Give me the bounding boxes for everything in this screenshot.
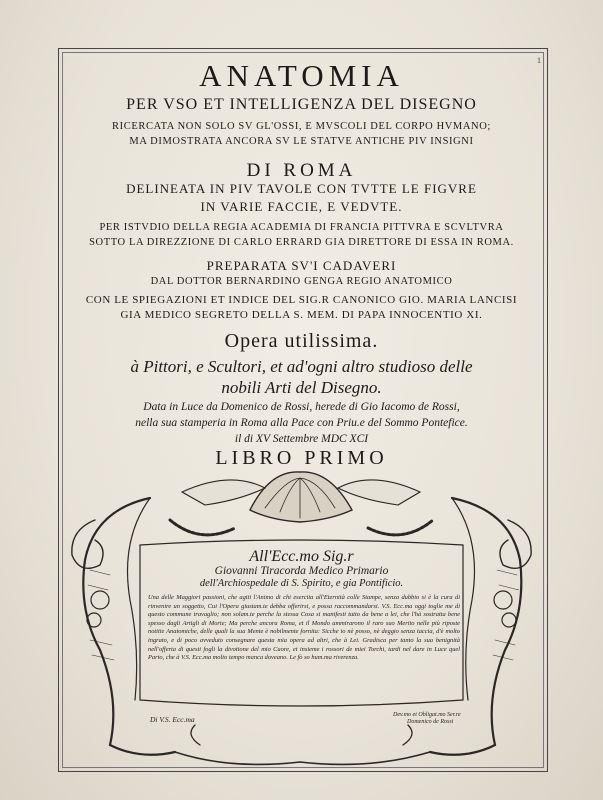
- ricercata-line-2: MA DIMOSTRATA ANCORA SV LE STATVE ANTICHE PIV INSIGNI: [129, 136, 474, 147]
- delineata-line-2: IN VARIE FACCIE, E VEDVTE.: [200, 199, 403, 214]
- dedicatee-office: dell'Archiospedale di S. Spirito, e gia Pontificio.: [199, 578, 404, 589]
- preparata-line-1: PREPARATA SV'I CADAVERI: [206, 258, 397, 273]
- signature-right-line-1: Dev.mo et Obligat.mo Ser.re: [393, 712, 461, 718]
- signature-right: [393, 712, 461, 726]
- opera-utilissima: Opera utilissima.: [224, 330, 379, 352]
- imprint-date: il di XV Settembre MDC XCI: [234, 433, 369, 445]
- dedication-to: All'Ecc.mo Sig.r: [249, 548, 354, 565]
- page-number: 1: [537, 56, 541, 65]
- dedication-paragraph: Una delle Maggiori passioni, che agiti l'Animo di chi esercita all'Eternità colle Stampe, senza dubbio si è la cura di rinvenire un soggetto, Cui l'Opera giustam.te debba offerirsi, e possa raccommandarsi. V.S. Ecc.ma oggi toglie me di questo commune travaglio; non solam.te perche la stessa Cosa si manifesti tutto da bene a lei, che l'hà sostratta bene spesso dagli Artigli di Morte; Ma perche ancora Roma, et il Mondo ammirarono il raro suo Merito nelle più riposte notitie Anatomiche, delle quali la sua Mente è nobilmente fornita: Sicche io nè posso, nè deggio senza taccia, d'è molto ingrato, e di poco avveduto consegnare questa mia opera ad altri, che à Lei. Gradisca per tanto la sua benignità nell'offerta di questi fogli la divotione del mio Cuore, et insieme i rossori de miei Torchi, tardi nel dare in Luce quel Parto, che à V.S. Ecc.ma molto tempo manca doveano. Le fò so hum.ma riverenza.: [148, 594, 460, 662]
- imprint-line-1: Data in Luce da Domenico de Rossi, herede di Gio Iacomo de Rossi,: [143, 401, 460, 413]
- dedicatee-name: Giovanni Tiracorda Medico Primario: [214, 565, 389, 577]
- libro-primo: LIBRO PRIMO: [215, 447, 388, 469]
- studio-line-1: PER ISTVDIO DELLA REGIA ACADEMIA DI FRANCIA PITTVRA E SCVLTVRA: [99, 222, 504, 233]
- pittori-line-1: à Pittori, e Scultori, et ad'ogni altro studioso delle: [130, 357, 473, 376]
- studio-line-2: SOTTO LA DIREZZIONE DI CARLO ERRARD GIA DIRETTORE DI ESSA IN ROMA.: [89, 237, 514, 248]
- di-roma-heading: DI ROMA: [246, 160, 357, 181]
- book-title: ANATOMIA: [199, 58, 404, 93]
- subtitle: PER VSO ET INTELLIGENZA DEL DISEGNO: [126, 96, 477, 113]
- ricercata-line-1: RICERCATA NON SOLO SV GL'OSSI, E MVSCOLI DEL CORPO HVMANO;: [112, 121, 491, 132]
- imprint-line-2: nella sua stamperia in Roma alla Pace con Priu.e del Sommo Pontefice.: [135, 417, 468, 429]
- signature-left: Di V.S. Ecc.ma: [150, 715, 195, 724]
- pittori-line-2: nobili Arti del Disegno.: [221, 378, 382, 397]
- signature-right-line-2: Domenico de Rossi: [407, 719, 454, 725]
- delineata-line-1: DELINEATA IN PIV TAVOLE CON TVTTE LE FIGVRE: [126, 181, 477, 196]
- spiegazioni-line-2: GIA MEDICO SEGRETO DELLA S. MEM. DI PAPA INNOCENTIO XI.: [120, 309, 483, 321]
- preparata-line-2: DAL DOTTOR BERNARDINO GENGA REGIO ANATOMICO: [150, 276, 453, 287]
- spiegazioni-line-1: CON LE SPIEGAZIONI ET INDICE DEL SIG.R CANONICO GIO. MARIA LANCISI: [85, 294, 518, 306]
